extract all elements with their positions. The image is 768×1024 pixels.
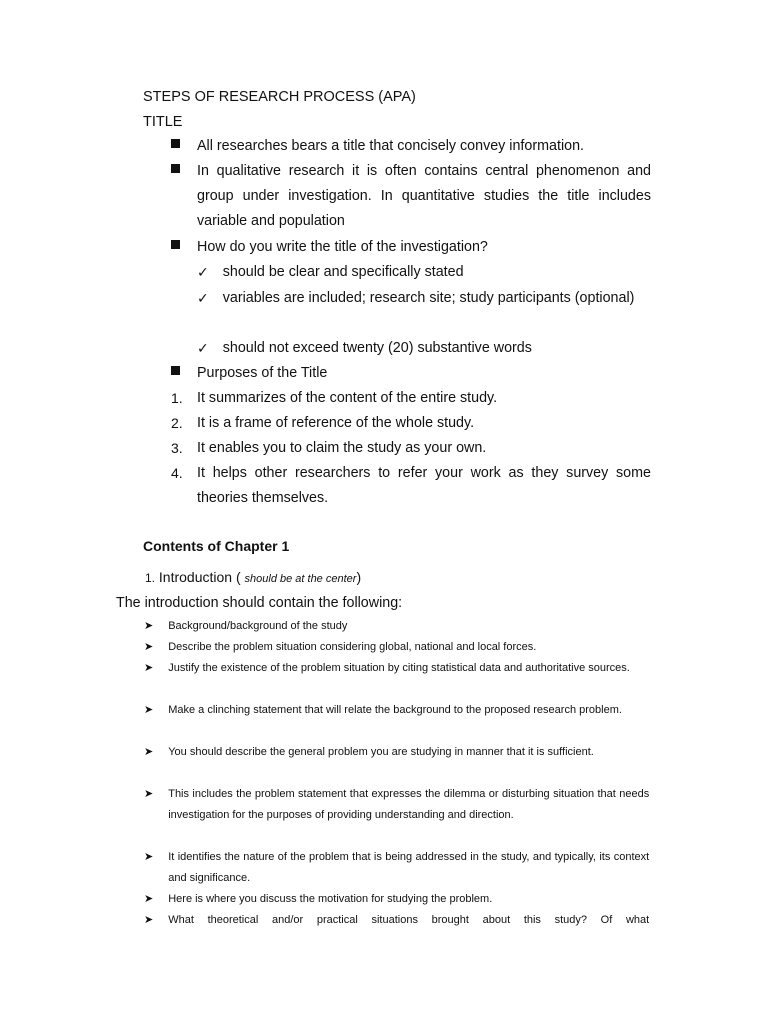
intro-note: should be at the center (244, 573, 357, 585)
arrow-text: It identifies the nature of the problem that is being addressed in the study, and typically, its context and significance. (168, 851, 650, 884)
arrow-text: Make a clinching statement that will relate the background to the proposed research problem. (168, 704, 622, 716)
numbered-item (171, 436, 651, 461)
arrow-text: This includes the problem statement that expresses the dilemma or disturbing situation that needs investigation for the purposes of providing understanding and direction. (168, 788, 650, 821)
numbered-text: It helps other researchers to refer your work as they survey some theories themselves. (197, 465, 651, 506)
arrow-item (144, 637, 651, 658)
item-number: 1. (171, 390, 183, 406)
intro-number: 1. (145, 571, 156, 585)
arrow-bullet-icon: ➤ (144, 704, 154, 716)
arrow-bullet-icon: ➤ (144, 746, 154, 758)
arrow-item (144, 784, 651, 826)
bullet-item (171, 134, 651, 159)
arrow-text: You should describe the general problem you are studying in manner that it is sufficient. (168, 746, 594, 758)
bullet-text: How do you write the title of the investigation? (197, 239, 488, 255)
chapter-heading: Contents of Chapter 1 (143, 538, 290, 554)
arrow-bullet-icon: ➤ (144, 641, 154, 653)
item-number: 3. (171, 440, 183, 456)
intro-label: Introduction ( (155, 569, 245, 585)
arrow-text: Background/background of the study (168, 620, 348, 632)
check-item (197, 286, 651, 311)
intro-close: ) (356, 569, 362, 585)
square-bullet-icon (171, 139, 180, 148)
arrow-bullet-icon: ➤ (144, 662, 154, 674)
numbered-text: It summarizes of the content of the entire study. (197, 390, 498, 406)
check-text: should not exceed twenty (20) substantive words (222, 340, 532, 356)
square-bullet-icon (171, 164, 180, 173)
numbered-item (171, 386, 651, 411)
check-item (197, 336, 651, 361)
arrow-item (144, 847, 651, 889)
numbered-text: It is a frame of reference of the whole study. (197, 415, 475, 431)
bullet-text: All researches bears a title that concisely convey information. (197, 138, 584, 154)
numbered-text: It enables you to claim the study as your own. (197, 440, 487, 456)
check-text: variables are included; research site; study participants (optional) (222, 290, 635, 306)
bullet-item (171, 235, 651, 260)
arrow-item (144, 658, 651, 679)
arrow-text: Here is where you discuss the motivation for studying the problem. (168, 893, 493, 905)
arrow-text: Justify the existence of the problem situation by citing statistical data and authoritative sources. (168, 662, 630, 674)
arrow-bullet-icon: ➤ (144, 788, 154, 800)
numbered-item (171, 461, 651, 511)
arrow-text: What theoretical and/or practical situations brought about this study? Of what (168, 914, 650, 926)
bullet-item (171, 361, 651, 386)
numbered-item (171, 411, 651, 436)
arrow-item (144, 889, 651, 910)
item-number: 2. (171, 415, 183, 431)
arrow-bullet-icon: ➤ (144, 914, 154, 926)
square-bullet-icon (171, 240, 180, 249)
arrow-item (144, 910, 651, 931)
arrow-item (144, 700, 651, 721)
arrow-bullet-icon: ➤ (144, 620, 154, 632)
bullet-item (171, 159, 651, 234)
arrow-item (144, 742, 651, 763)
item-number: 4. (171, 465, 183, 481)
section-heading-title: TITLE (143, 114, 183, 130)
arrow-bullet-icon: ➤ (144, 893, 154, 905)
arrow-bullet-icon: ➤ (144, 851, 154, 863)
intro-description: The introduction should contain the following: (116, 595, 403, 611)
arrow-text: Describe the problem situation considering global, national and local forces. (168, 641, 537, 653)
checkmark-icon: ✓ (197, 290, 209, 306)
check-item (197, 260, 651, 285)
square-bullet-icon (171, 366, 180, 375)
bullet-text: Purposes of the Title (197, 365, 328, 381)
arrow-item (144, 616, 651, 637)
intro-heading (145, 569, 361, 587)
document-title: STEPS OF RESEARCH PROCESS (APA) (143, 89, 416, 105)
checkmark-icon: ✓ (197, 264, 209, 280)
checkmark-icon: ✓ (197, 340, 209, 356)
bullet-text: In qualitative research it is often contains central phenomenon and group under investigation. In quantitative studies the title includes variable and population (197, 163, 651, 229)
check-text: should be clear and specifically stated (222, 264, 464, 280)
